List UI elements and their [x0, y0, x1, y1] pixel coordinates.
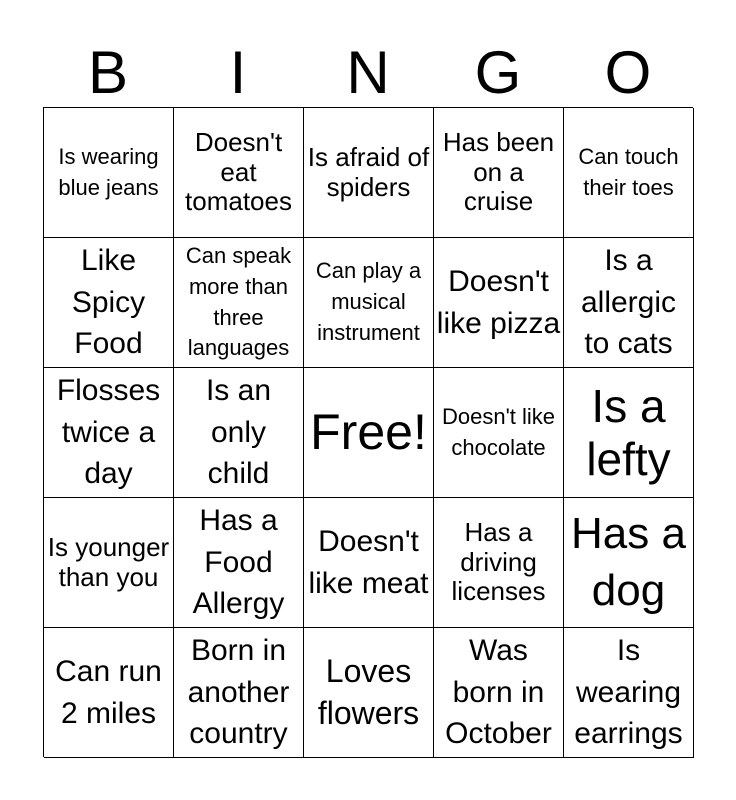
- cell-text: Doesn't like chocolate: [441, 403, 556, 460]
- header-letter-b: B: [87, 39, 129, 106]
- cell-text: Is younger than you: [47, 531, 170, 592]
- header-letter-o: O: [604, 39, 652, 106]
- bingo-cell[interactable]: [304, 628, 434, 758]
- cell-text: Has a driving licenses: [451, 516, 546, 607]
- bingo-cell[interactable]: [44, 108, 174, 238]
- bingo-header: [43, 40, 693, 106]
- bingo-cell[interactable]: [174, 238, 304, 368]
- cell-text: Can play a musical instrument: [315, 258, 422, 345]
- cell-text: Can touch their toes: [578, 143, 679, 200]
- bingo-cell[interactable]: [564, 238, 694, 368]
- bingo-cell[interactable]: [434, 238, 564, 368]
- bingo-cell[interactable]: [44, 368, 174, 498]
- header-letter-n: N: [346, 39, 390, 106]
- cell-text: Doesn't eat tomatoes: [185, 126, 292, 217]
- cell-text: Has been on a cruise: [442, 126, 555, 217]
- free-space-cell[interactable]: [304, 368, 434, 498]
- cell-text: Is a allergic to cats: [580, 244, 677, 361]
- bingo-cell[interactable]: [174, 498, 304, 628]
- cell-text: Is wearing earrings: [574, 634, 683, 751]
- bingo-cell[interactable]: [564, 498, 694, 628]
- bingo-cell[interactable]: [44, 238, 174, 368]
- free-space-text: Free!: [310, 403, 427, 460]
- cell-text: Is wearing blue jeans: [58, 143, 159, 200]
- cell-text: Is a lefty: [586, 379, 671, 485]
- header-letter-i: I: [229, 39, 247, 106]
- bingo-cell[interactable]: [44, 498, 174, 628]
- cell-text: Has a dog: [571, 509, 686, 615]
- bingo-cell[interactable]: [434, 498, 564, 628]
- bingo-cell[interactable]: [304, 108, 434, 238]
- cell-text: Doesn't like pizza: [436, 265, 561, 340]
- bingo-cell[interactable]: [434, 628, 564, 758]
- bingo-cell[interactable]: [434, 108, 564, 238]
- cell-text: Has a Food Allergy: [192, 504, 285, 621]
- cell-text: Can speak more than three languages: [185, 242, 292, 361]
- bingo-cell[interactable]: [304, 238, 434, 368]
- bingo-cell[interactable]: [174, 368, 304, 498]
- cell-text: Is afraid of spiders: [307, 141, 430, 202]
- header-letter-g: G: [474, 39, 522, 106]
- bingo-cell[interactable]: [564, 108, 694, 238]
- cell-text: Can run 2 miles: [55, 655, 162, 730]
- cell-text: Born in another country: [187, 634, 290, 751]
- cell-text: Was born in October: [445, 634, 552, 751]
- cell-text: Like Spicy Food: [71, 244, 146, 361]
- bingo-cell[interactable]: [564, 628, 694, 758]
- bingo-cell[interactable]: [44, 628, 174, 758]
- bingo-cell[interactable]: [434, 368, 564, 498]
- cell-text: Loves flowers: [317, 652, 420, 731]
- bingo-cell[interactable]: [174, 108, 304, 238]
- cell-text: Is an only child: [205, 374, 272, 491]
- bingo-cell[interactable]: [174, 628, 304, 758]
- bingo-cell[interactable]: [304, 498, 434, 628]
- cell-text: Doesn't like meat: [308, 525, 429, 600]
- bingo-cell[interactable]: [564, 368, 694, 498]
- cell-text: Flosses twice a day: [56, 374, 161, 491]
- bingo-card-grid: [43, 107, 693, 757]
